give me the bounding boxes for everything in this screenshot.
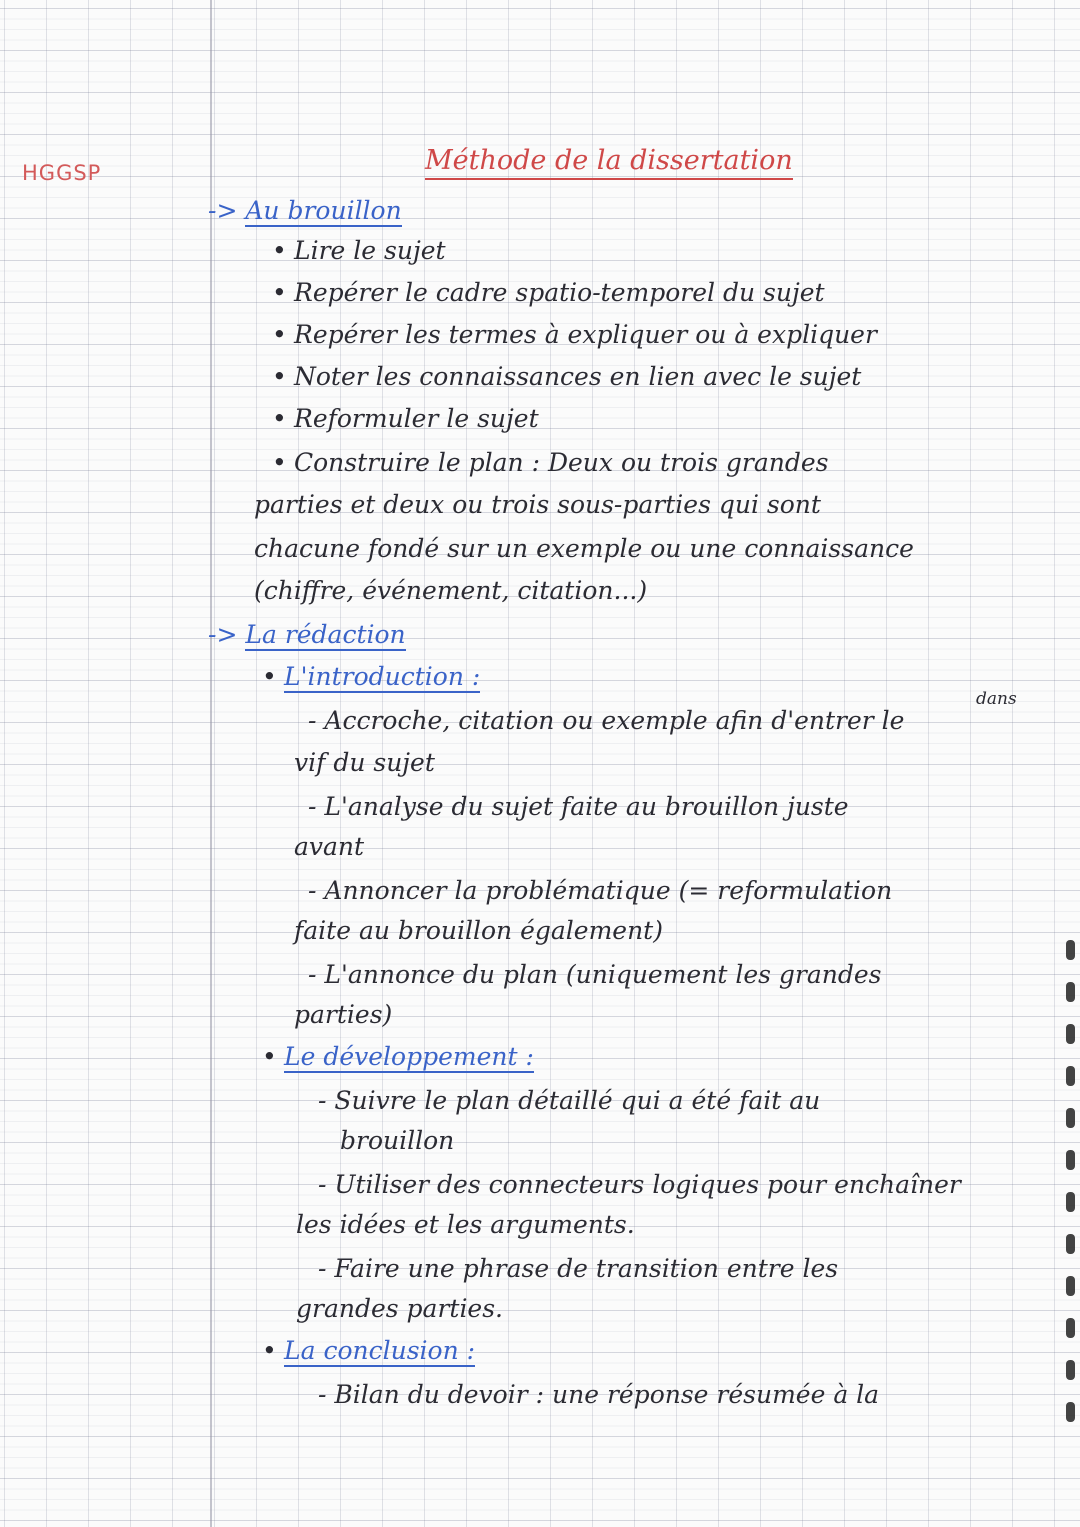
binder-holes	[1066, 940, 1078, 1444]
section-heading-text: La rédaction	[245, 620, 406, 649]
binder-hole	[1066, 1318, 1075, 1338]
list-item: • Noter les connaissances en lien avec le sujet	[272, 362, 862, 391]
text-line: vif du sujet	[294, 748, 435, 777]
text-line: - L'annonce du plan (uniquement les grandes	[308, 960, 882, 989]
text-line: (chiffre, événement, citation...)	[254, 576, 648, 605]
binder-hole	[1066, 1066, 1075, 1086]
text-line: - L'analyse du sujet faite au brouillon juste	[308, 792, 849, 821]
bullet: •	[262, 662, 277, 691]
subsection-heading: La conclusion :	[284, 1336, 476, 1365]
binder-hole	[1066, 1108, 1075, 1128]
list-item: • Repérer le cadre spatio-temporel du sujet	[272, 278, 825, 307]
text-line: - Annoncer la problématique (= reformulation	[308, 876, 893, 905]
bullet: •	[262, 1042, 277, 1071]
text-line: avant	[294, 832, 365, 861]
insert-note: dans	[976, 689, 1017, 709]
text-line: chacune fondé sur un exemple ou une connaissance	[254, 534, 914, 563]
bullet: •	[272, 278, 287, 307]
arrow-marker: ->	[208, 196, 238, 225]
text-line: grandes parties.	[296, 1294, 504, 1323]
margin-line	[210, 0, 212, 1527]
list-item: • Reformuler le sujet	[272, 404, 539, 433]
bullet: •	[272, 448, 287, 477]
bullet: •	[272, 236, 287, 265]
binder-hole	[1066, 982, 1075, 1002]
binder-hole	[1066, 1360, 1075, 1380]
subsection-heading: L'introduction :	[284, 662, 481, 691]
subsection-heading: Le développement :	[284, 1042, 534, 1071]
subsection-developpement	[262, 1042, 534, 1072]
list-item: • Lire le sujet	[272, 236, 446, 265]
binder-hole	[1066, 1234, 1075, 1254]
section-heading-text: Au brouillon	[245, 196, 402, 225]
list-item: • Construire le plan : Deux ou trois grandes	[272, 448, 829, 477]
section-heading-redaction	[208, 620, 406, 650]
subsection-conclusion	[262, 1336, 475, 1366]
text-line: parties)	[294, 1000, 393, 1029]
text-line: - Suivre le plan détaillé qui a été fait au	[318, 1086, 821, 1115]
list-item: • Repérer les termes à expliquer ou à expliquer	[272, 320, 877, 349]
subject-label: HGGSP	[22, 161, 102, 185]
binder-hole	[1066, 1024, 1075, 1044]
bullet: •	[272, 362, 287, 391]
page-title: Méthode de la dissertation	[425, 146, 793, 180]
arrow-marker: ->	[208, 620, 238, 649]
text-line: - Accroche, citation ou exemple afin d'entrer le	[308, 706, 905, 735]
bullet: •	[272, 404, 287, 433]
binder-hole	[1066, 940, 1075, 960]
bullet: •	[272, 320, 287, 349]
text-line: brouillon	[340, 1126, 455, 1155]
binder-hole	[1066, 1402, 1075, 1422]
text-line: - Utiliser des connecteurs logiques pour enchaîner	[318, 1170, 961, 1199]
text-line: - Faire une phrase de transition entre les	[318, 1254, 839, 1283]
section-heading-brouillon	[208, 196, 402, 226]
bullet: •	[262, 1336, 277, 1365]
binder-hole	[1066, 1150, 1075, 1170]
binder-hole	[1066, 1276, 1075, 1296]
text-line: - Bilan du devoir : une réponse résumée à la	[318, 1380, 880, 1409]
text-line: les idées et les arguments.	[296, 1210, 635, 1239]
subsection-introduction	[262, 662, 480, 692]
text-line: parties et deux ou trois sous-parties qui sont	[254, 490, 821, 519]
text-line: faite au brouillon également)	[294, 916, 663, 945]
binder-hole	[1066, 1192, 1075, 1212]
